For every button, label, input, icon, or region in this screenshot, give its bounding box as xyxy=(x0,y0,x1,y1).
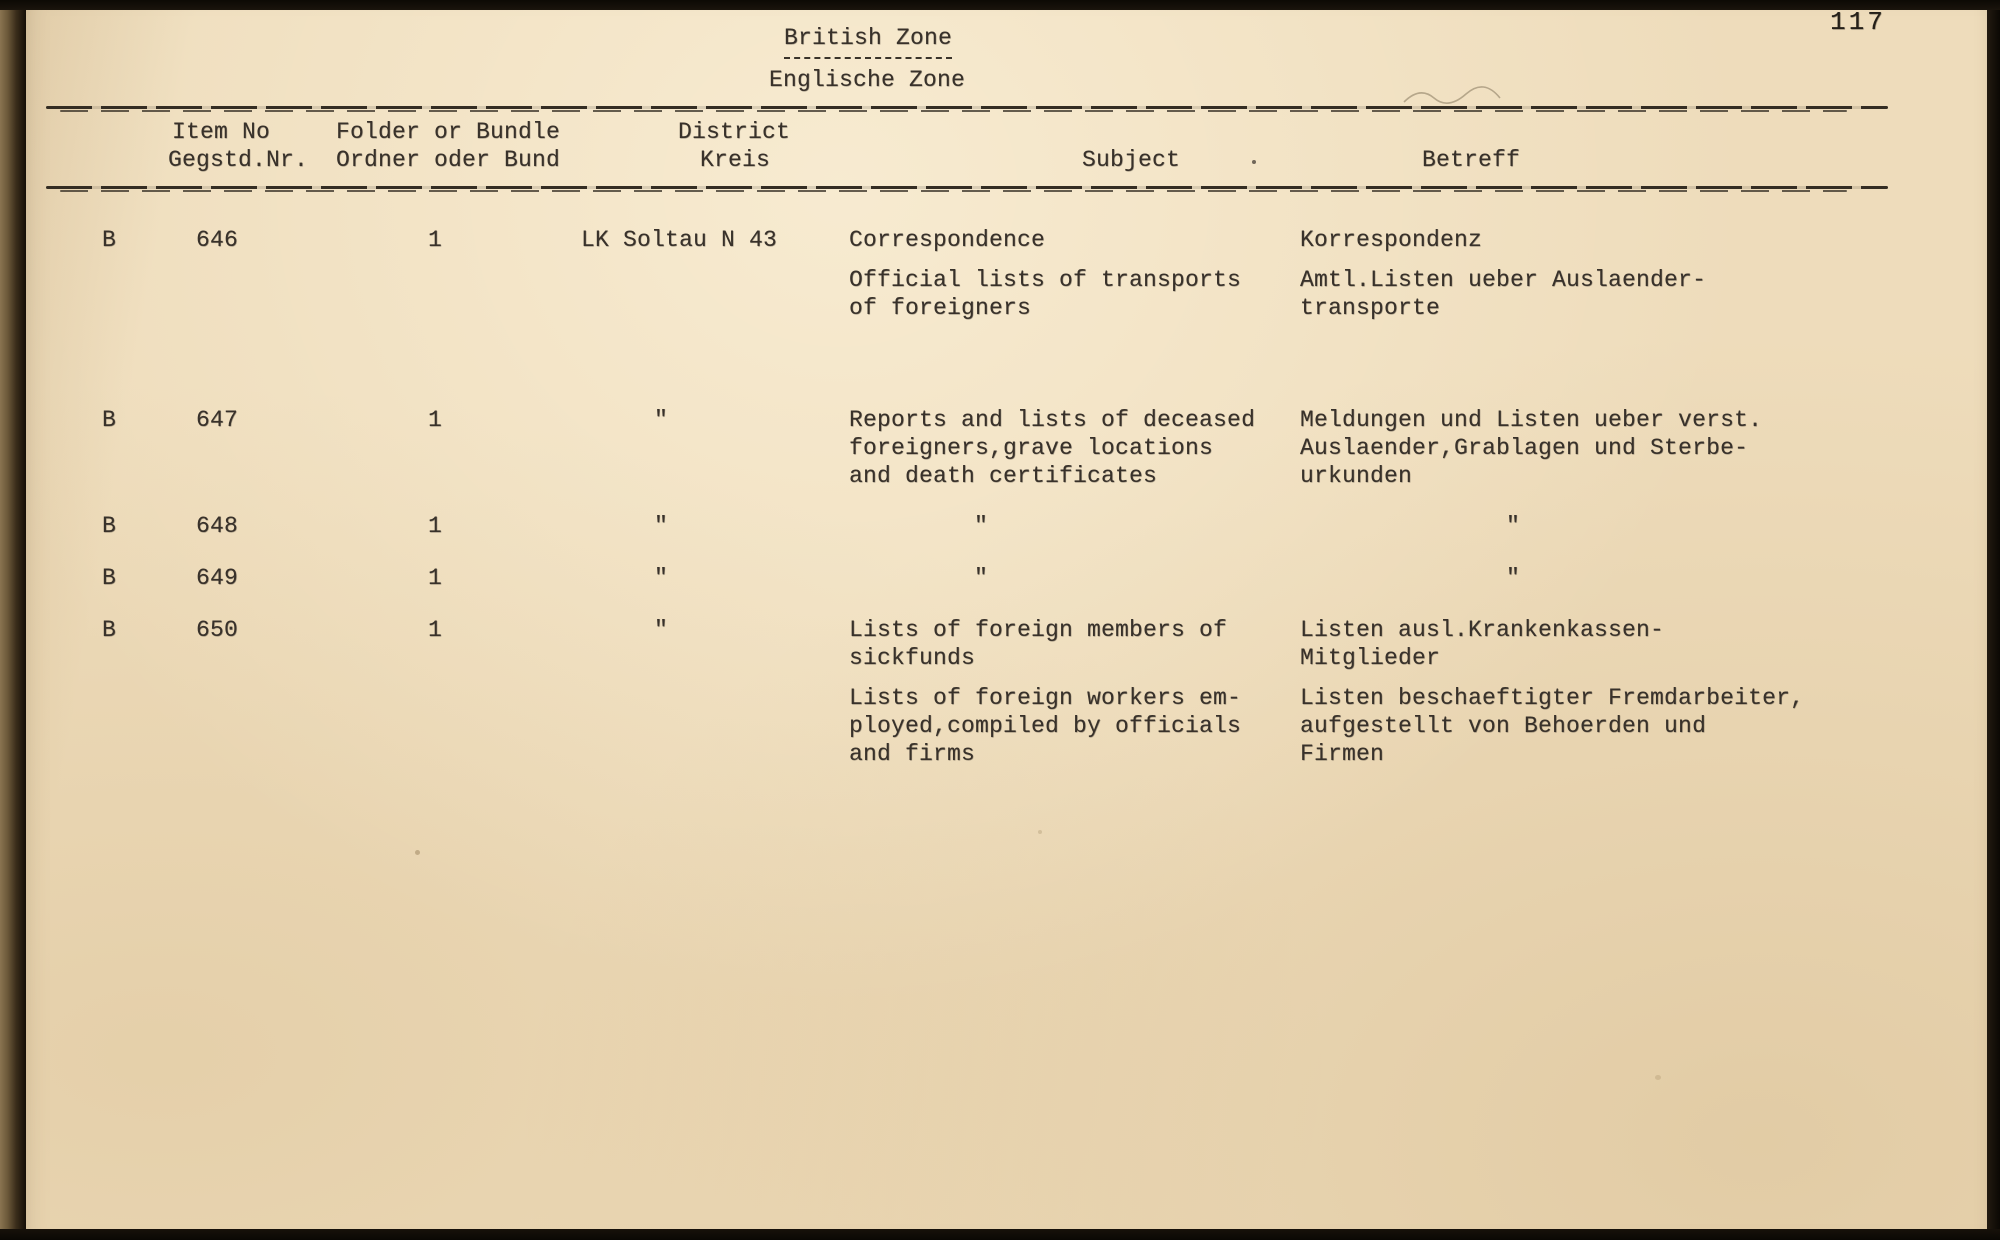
subject-line: foreigners,grave locations xyxy=(849,435,1214,461)
rule-line xyxy=(46,106,1888,109)
ditto-mark: " xyxy=(974,513,989,539)
paper-speck xyxy=(415,850,420,855)
col-header-subject: Subject xyxy=(1082,147,1181,173)
page-number: 117 xyxy=(1830,7,1886,37)
ditto-mark: " xyxy=(654,513,669,539)
folder-count: 1 xyxy=(428,565,443,591)
ditto-mark: " xyxy=(654,565,669,591)
betreff-line: Mitglieder xyxy=(1300,645,1441,671)
item-number: 649 xyxy=(196,565,239,591)
subject-line: ployed,compiled by officials xyxy=(849,713,1242,739)
folder-count: 1 xyxy=(428,407,443,433)
paper-speck xyxy=(1038,830,1042,834)
item-number: 648 xyxy=(196,513,239,539)
betreff-line: Meldungen und Listen ueber verst. xyxy=(1300,407,1763,433)
subject-line: sickfunds xyxy=(849,645,976,671)
col-header-folder-en: Folder or Bundle xyxy=(336,119,561,145)
stray-dot xyxy=(1252,160,1256,164)
col-header-district-de: Kreis xyxy=(700,147,771,173)
subject-line: Lists of foreign workers em- xyxy=(849,685,1242,711)
subject-line: Correspondence xyxy=(849,227,1046,253)
folder-count: 1 xyxy=(428,513,443,539)
paper-speck xyxy=(1655,1075,1661,1080)
subject-line: of foreigners xyxy=(849,295,1032,321)
betreff-line: Amtl.Listen ueber Auslaender- xyxy=(1300,267,1707,293)
subject-line: Lists of foreign members of xyxy=(849,617,1228,643)
item-letter: B xyxy=(102,565,117,591)
ditto-mark: " xyxy=(1506,565,1521,591)
rule-top xyxy=(46,106,1888,112)
betreff-line: Auslaender,Grablagen und Sterbe- xyxy=(1300,435,1749,461)
subject-line: Official lists of transports xyxy=(849,267,1242,293)
scan-edge-bottom xyxy=(0,1229,2000,1240)
folder-count: 1 xyxy=(428,227,443,253)
page-subtitle: Englische Zone xyxy=(769,67,966,93)
pencil-mark xyxy=(1400,82,1510,108)
item-number: 647 xyxy=(196,407,239,433)
ditto-mark: " xyxy=(1506,513,1521,539)
rule-line xyxy=(60,190,1847,192)
folder-count: 1 xyxy=(428,617,443,643)
rule-header-bottom xyxy=(46,186,1888,192)
col-header-folder-de: Ordner oder Bund xyxy=(336,147,561,173)
rule-line xyxy=(60,110,1847,112)
scan-edge-left xyxy=(0,0,26,1240)
district-value: LK Soltau N 43 xyxy=(581,227,778,253)
ditto-mark: " xyxy=(974,565,989,591)
col-header-item-no-de: Gegstd.Nr. xyxy=(168,147,309,173)
betreff-line: aufgestellt von Behoerden und xyxy=(1300,713,1707,739)
item-number: 650 xyxy=(196,617,239,643)
scan-edge-top xyxy=(0,0,2000,10)
item-letter: B xyxy=(102,227,117,253)
betreff-line: Listen ausl.Krankenkassen- xyxy=(1300,617,1665,643)
item-letter: B xyxy=(102,513,117,539)
subject-line: Reports and lists of deceased xyxy=(849,407,1256,433)
betreff-line: transporte xyxy=(1300,295,1441,321)
item-letter: B xyxy=(102,407,117,433)
col-header-item-no-en: Item No xyxy=(172,119,271,145)
ditto-mark: " xyxy=(654,617,669,643)
item-number: 646 xyxy=(196,227,239,253)
subject-line: and death certificates xyxy=(849,463,1158,489)
item-letter: B xyxy=(102,617,117,643)
scan-edge-right xyxy=(1987,0,2000,1240)
betreff-line: urkunden xyxy=(1300,463,1413,489)
ditto-mark: " xyxy=(654,407,669,433)
subject-line: and firms xyxy=(849,741,976,767)
col-header-district-en: District xyxy=(678,119,791,145)
rule-line xyxy=(46,186,1888,189)
betreff-line: Listen beschaeftigter Fremdarbeiter, xyxy=(1300,685,1805,711)
col-header-betreff: Betreff xyxy=(1422,147,1521,173)
betreff-line: Firmen xyxy=(1300,741,1385,767)
betreff-line: Korrespondenz xyxy=(1300,227,1483,253)
page-title: British Zone xyxy=(784,24,952,59)
